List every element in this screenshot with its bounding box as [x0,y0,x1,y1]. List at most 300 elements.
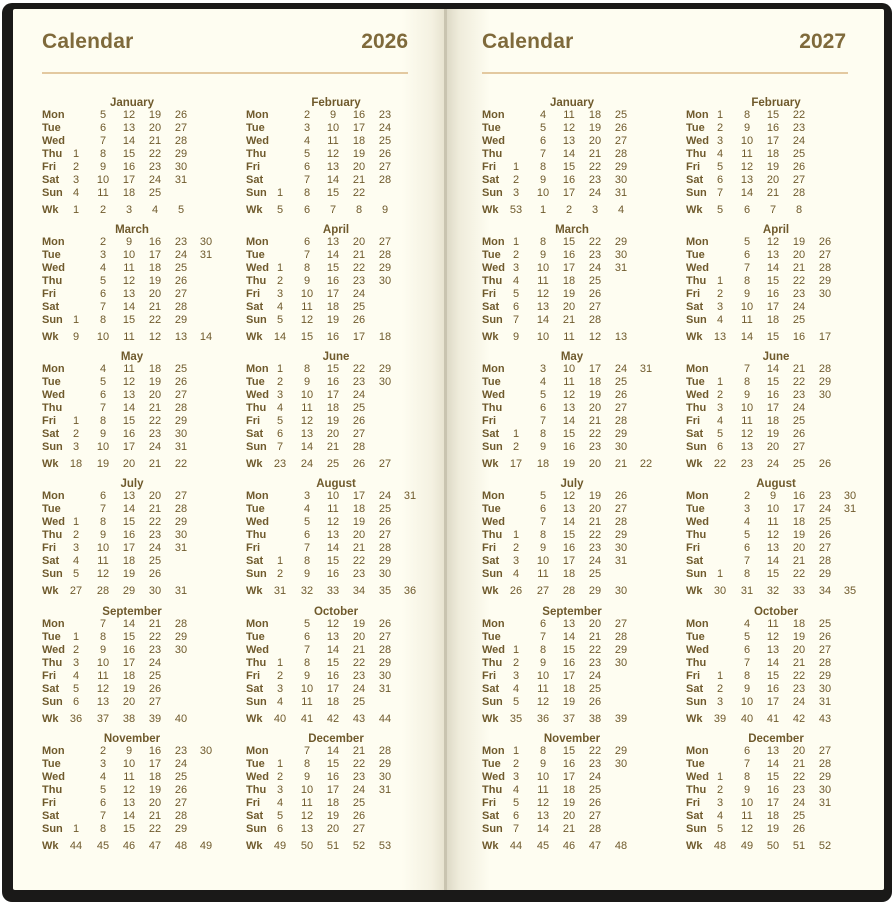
day-cell: 16 [352,109,366,121]
day-cell: 21 [352,542,366,554]
day-cell: 20 [326,823,340,835]
row-label: Wk [42,713,59,725]
weekday-row [686,376,878,389]
day-cell: 18 [588,109,602,121]
day-cell: 11 [741,810,753,822]
weekday-row [42,262,234,275]
week-number-row [482,204,674,217]
day-cell: 7 [303,249,311,261]
day-cell: 27 [818,249,832,261]
day-cell: 18 [122,555,136,567]
row-label: Thu [42,148,63,160]
day-cell: 5 [276,314,284,326]
row-label: Sun [246,314,267,326]
day-cell: 31 [174,441,188,453]
day-cell: 6 [743,745,751,757]
day-cell: 2 [716,122,724,134]
day-cell: 9 [539,758,547,770]
day-cell: 28 [174,503,188,515]
day-cell: 17 [148,249,162,261]
day-cell: 7 [716,187,724,199]
row-label: Tue [686,631,705,643]
day-cell: 28 [818,262,832,274]
day-cell: 5 [716,428,724,440]
week-number: 44 [509,840,523,852]
day-cell: 8 [743,376,751,388]
day-cell: 2 [512,542,520,554]
row-label: Sat [246,683,264,695]
day-cell: 1 [716,275,724,287]
day-cell: 4 [99,363,107,375]
day-cell: 8 [539,644,547,656]
day-cell: 30 [378,275,392,287]
day-cell: 6 [539,135,547,147]
day-cell: 28 [614,415,628,427]
day-cell: 24 [352,389,366,401]
day-cell: 13 [300,823,314,835]
row-label: Tue [42,249,61,261]
day-cell: 25 [792,810,806,822]
week-number: 9 [512,331,520,343]
row-label: Sun [246,696,267,708]
day-cell: 20 [148,122,162,134]
day-cell: 31 [843,503,857,515]
day-cell: 4 [539,376,547,388]
day-cell: 9 [303,771,311,783]
row-label: Fri [246,161,261,173]
day-cell: 6 [539,503,547,515]
row-label: Mon [42,109,65,121]
row-label: Wk [686,331,703,343]
weekday-row [482,631,674,644]
row-label: Sun [686,314,707,326]
month-name: July [560,478,584,490]
weekday-row [686,109,878,122]
day-cell: 12 [740,823,754,835]
weekday-row [482,275,674,288]
month-name: April [322,224,350,236]
week-number-row [42,840,234,853]
week-number: 22 [713,458,727,470]
day-cell: 31 [614,262,628,274]
row-label: Fri [246,288,261,300]
row-label: Fri [482,797,497,809]
day-cell: 12 [122,376,136,388]
day-cell: 25 [614,109,628,121]
day-cell: 1 [72,516,80,528]
page-year: 2027 [799,30,846,53]
month-name: November [103,733,161,745]
weekday-row [42,161,234,174]
row-label: Sat [482,428,500,440]
day-cell: 16 [122,428,136,440]
day-cell: 26 [614,389,628,401]
day-cell: 15 [766,568,780,580]
day-cell: 14 [122,135,136,147]
day-cell: 23 [352,376,366,388]
day-cell: 25 [792,148,806,160]
day-cell: 11 [97,555,109,567]
day-cell: 19 [326,415,340,427]
week-number: 39 [614,713,628,725]
week-number: 23 [740,458,754,470]
day-cell: 29 [614,236,628,248]
weekday-row [246,174,438,187]
day-cell: 31 [614,555,628,567]
row-label: Wk [482,713,499,725]
day-cell: 26 [174,784,188,796]
day-cell: 24 [352,683,366,695]
day-cell: 26 [792,823,806,835]
weekday-row [482,187,674,200]
row-label: Mon [42,363,65,375]
day-cell: 28 [174,135,188,147]
month-block-october [246,606,438,736]
week-number: 11 [123,331,135,343]
weekday-row [482,161,674,174]
day-cell: 3 [276,784,284,796]
day-cell: 11 [327,503,339,515]
day-cell: 25 [174,262,188,274]
row-label: Tue [42,503,61,515]
row-label: Thu [246,529,267,541]
day-cell: 11 [537,683,549,695]
row-label: Thu [482,657,503,669]
day-cell: 4 [276,696,284,708]
week-number: 42 [326,713,340,725]
month-block-july [42,478,234,608]
day-cell: 17 [562,771,576,783]
day-cell: 12 [536,696,550,708]
day-cell: 1 [512,745,520,757]
weekday-row [42,568,234,581]
week-number-row [686,331,878,344]
weekday-row [42,670,234,683]
weekday-row [246,314,438,327]
weekday-row [482,249,674,262]
week-number: 20 [588,458,602,470]
day-cell: 28 [818,363,832,375]
day-cell: 17 [352,490,366,502]
day-cell: 10 [300,389,314,401]
month-name: October [313,606,359,618]
day-cell: 9 [743,784,751,796]
day-cell: 2 [512,758,520,770]
week-number: 4 [151,204,159,216]
month-block-january [482,97,674,227]
day-cell: 15 [122,823,136,835]
day-cell: 2 [512,174,520,186]
week-number-row [482,458,674,471]
weekday-row [42,745,234,758]
day-cell: 8 [99,631,107,643]
day-cell: 24 [588,555,602,567]
day-cell: 15 [562,644,576,656]
day-cell: 6 [512,301,520,313]
day-cell: 25 [352,797,366,809]
month-block-march [482,224,674,354]
day-cell: 3 [716,797,724,809]
day-cell: 6 [99,389,107,401]
weekday-row [686,122,878,135]
day-cell: 30 [614,174,628,186]
day-cell: 19 [148,784,162,796]
day-cell: 28 [378,644,392,656]
day-cell: 25 [588,568,602,580]
day-cell: 3 [99,758,107,770]
row-label: Wk [246,204,263,216]
day-cell: 8 [303,363,311,375]
row-label: Wed [482,135,506,147]
day-cell: 31 [378,784,392,796]
day-cell: 22 [588,745,602,757]
week-number-row [686,458,878,471]
day-cell: 22 [352,363,366,375]
row-label: Wed [42,771,66,783]
day-cell: 13 [300,428,314,440]
day-cell: 27 [174,122,188,134]
week-number: 44 [378,713,392,725]
day-cell: 8 [743,275,751,287]
row-label: Sat [42,174,60,186]
day-cell: 18 [562,275,576,287]
row-label: Fri [482,161,497,173]
day-cell: 19 [326,314,340,326]
day-cell: 27 [818,542,832,554]
row-label: Mon [482,490,505,502]
day-cell: 12 [326,148,340,160]
row-label: Mon [686,490,709,502]
day-cell: 15 [766,376,780,388]
row-label: Wed [246,771,270,783]
row-label: Thu [686,784,707,796]
row-label: Tue [482,249,501,261]
page-title: Calendar [42,30,134,53]
row-label: Sat [246,555,264,567]
day-cell: 19 [766,161,780,173]
row-label: Wk [686,713,703,725]
week-number: 3 [125,204,133,216]
row-label: Mon [686,236,709,248]
day-cell: 24 [792,301,806,313]
weekday-row [482,771,674,784]
day-cell: 27 [378,529,392,541]
day-cell: 24 [174,249,188,261]
row-label: Fri [246,542,261,554]
day-cell: 26 [818,529,832,541]
day-cell: 15 [122,314,136,326]
week-number: 25 [792,458,806,470]
day-cell: 9 [539,441,547,453]
day-cell: 13 [562,618,576,630]
weekday-row [482,516,674,529]
day-cell: 18 [326,696,340,708]
row-label: Sat [42,428,60,440]
weekday-row [246,568,438,581]
day-cell: 8 [99,314,107,326]
row-label: Sun [42,823,63,835]
row-label: Sun [686,823,707,835]
week-number: 46 [562,840,576,852]
day-cell: 29 [818,376,832,388]
weekday-row [42,288,234,301]
day-cell: 24 [148,441,162,453]
row-label: Fri [42,542,57,554]
day-cell: 27 [614,503,628,515]
day-cell: 23 [588,441,602,453]
day-cell: 28 [614,516,628,528]
row-label: Mon [482,745,505,757]
day-cell: 8 [539,529,547,541]
weekday-row [246,415,438,428]
day-cell: 27 [792,174,806,186]
day-cell: 22 [588,644,602,656]
day-cell: 3 [512,771,520,783]
day-cell: 23 [588,249,602,261]
weekday-row [246,262,438,275]
weekday-row [686,771,878,784]
row-label: Mon [482,109,505,121]
row-label: Wed [482,262,506,274]
week-number-row [42,713,234,726]
day-cell: 30 [614,249,628,261]
row-label: Sat [42,301,60,313]
day-cell: 21 [792,363,806,375]
day-cell: 24 [614,363,628,375]
day-cell: 7 [99,810,107,822]
day-cell: 20 [352,529,366,541]
weekday-row [482,810,674,823]
week-number: 42 [792,713,806,725]
day-cell: 10 [536,262,550,274]
weekday-row [482,288,674,301]
row-label: Thu [686,275,707,287]
row-label: Fri [686,670,701,682]
day-cell: 10 [766,503,780,515]
week-number: 2 [99,204,107,216]
week-number: 37 [562,713,576,725]
month-name: June [762,351,790,363]
week-number: 13 [713,331,727,343]
day-cell: 20 [148,490,162,502]
month-name: November [543,733,601,745]
day-cell: 18 [122,670,136,682]
day-cell: 4 [512,784,520,796]
day-cell: 3 [716,135,724,147]
day-cell: 16 [562,758,576,770]
weekday-row [482,389,674,402]
week-number: 29 [122,585,136,597]
week-number: 22 [639,458,653,470]
day-cell: 31 [199,249,213,261]
weekday-row [686,529,878,542]
day-cell: 25 [818,516,832,528]
day-cell: 10 [536,670,550,682]
row-label: Sun [246,823,267,835]
day-cell: 26 [378,148,392,160]
row-label: Mon [246,236,269,248]
day-cell: 11 [537,784,549,796]
day-cell: 21 [352,249,366,261]
day-cell: 26 [352,415,366,427]
weekday-row [42,174,234,187]
day-cell: 15 [326,363,340,375]
weekday-row [246,670,438,683]
day-cell: 27 [378,161,392,173]
day-cell: 6 [743,542,751,554]
day-cell: 30 [614,758,628,770]
day-cell: 7 [303,644,311,656]
day-cell: 24 [174,758,188,770]
day-cell: 24 [588,187,602,199]
day-cell: 11 [563,376,575,388]
day-cell: 18 [148,363,162,375]
row-label: Sun [246,441,267,453]
day-cell: 4 [99,771,107,783]
day-cell: 28 [818,758,832,770]
day-cell: 7 [512,823,520,835]
weekday-row [686,683,878,696]
weekday-row [246,148,438,161]
day-cell: 28 [614,148,628,160]
day-cell: 19 [562,797,576,809]
weekday-row [482,490,674,503]
week-number: 26 [352,458,366,470]
day-cell: 10 [740,301,754,313]
day-cell: 16 [766,784,780,796]
day-cell: 12 [562,490,576,502]
week-number: 38 [588,713,602,725]
day-cell: 25 [378,503,392,515]
row-label: Wk [42,458,59,470]
month-name: September [102,606,162,618]
day-cell: 15 [122,516,136,528]
day-cell: 26 [588,797,602,809]
day-cell: 4 [99,262,107,274]
day-cell: 2 [716,784,724,796]
day-cell: 22 [588,161,602,173]
row-label: Fri [42,797,57,809]
day-cell: 17 [122,174,136,186]
day-cell: 13 [122,797,136,809]
week-number: 18 [69,458,83,470]
day-cell: 25 [352,402,366,414]
row-label: Sat [246,810,264,822]
week-number: 2 [565,204,573,216]
day-cell: 6 [743,249,751,261]
month-name: February [751,97,801,109]
row-label: Wk [42,331,59,343]
weekday-row [482,784,674,797]
day-cell: 5 [512,696,520,708]
week-number: 12 [148,331,162,343]
day-cell: 5 [743,529,751,541]
day-cell: 12 [300,810,314,822]
week-number: 48 [614,840,628,852]
day-cell: 1 [716,109,724,121]
weekday-row [686,657,878,670]
day-cell: 8 [743,109,751,121]
week-number: 1 [72,204,80,216]
day-cell: 19 [148,275,162,287]
day-cell: 26 [614,490,628,502]
day-cell: 1 [716,670,724,682]
day-cell: 19 [148,109,162,121]
month-name: April [762,224,790,236]
weekday-row [686,148,878,161]
day-cell: 26 [614,122,628,134]
month-block-december [686,733,878,863]
